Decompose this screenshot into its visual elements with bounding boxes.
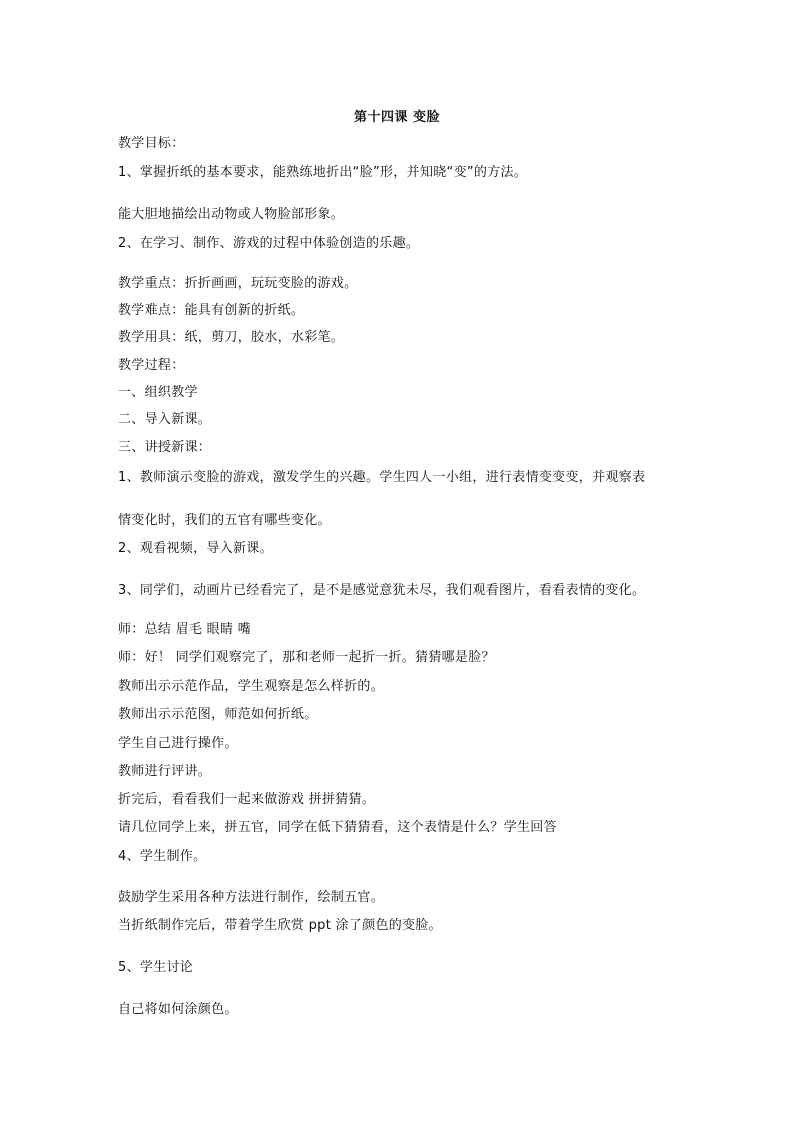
text-line: 教师出示示范作品，学生观察是怎么样折的。	[118, 679, 385, 694]
text-line: 学生自己进行操作。	[118, 736, 238, 751]
text-line: 教学过程：	[118, 358, 185, 373]
text-line: 一、组织教学	[118, 385, 198, 400]
text-line: 1、教师演示变脸的游戏，激发学生的兴趣。学生四人一小组，进行表情变变变，并观察表	[118, 470, 646, 485]
text-line: 教学重点：折折画画，玩玩变脸的游戏。	[118, 276, 358, 291]
text-line: 2、观看视频，导入新课。	[118, 541, 273, 556]
text-line: 三、讲授新课：	[118, 440, 212, 455]
text-line: 自己将如何涂颜色。	[118, 1002, 238, 1017]
text-line: 能大胆地描绘出动物或人物脸部形象。	[118, 207, 345, 222]
text-line: 请几位同学上来，拼五官，同学在低下猜猜看，这个表情是什么？学生回答	[118, 820, 557, 835]
text-line: 4、学生制作。	[118, 849, 207, 864]
text-line: 情变化时，我们的五官有哪些变化。	[118, 513, 331, 528]
text-line: 当折纸制作完后，带着学生欣赏 ppt 涂了颜色的变脸。	[118, 918, 442, 933]
text-line: 5、学生讨论	[118, 960, 194, 975]
text-line: 师：总结 眉毛 眼睛 嘴	[118, 622, 251, 637]
text-line: 2、在学习、制作、游戏的过程中体验创造的乐趣。	[118, 236, 420, 251]
text-line: 3、同学们，动画片已经看完了，是不是感觉意犹未尽，我们观看图片，看看表情的变化。	[118, 583, 646, 598]
document-title: 第十四课 变脸	[353, 110, 441, 125]
text-line: 教师进行评讲。	[118, 764, 212, 779]
text-line: 1、掌握折纸的基本要求，能熟练地折出“脸”形，并知晓“变”的方法。	[118, 165, 528, 180]
text-line: 二、导入新课。	[118, 412, 212, 427]
text-line: 鼓励学生采用各种方法进行制作，绘制五官。	[118, 890, 385, 905]
text-line: 教师出示示范图，师范如何折纸。	[118, 707, 318, 722]
text-line: 折完后，看看我们一起来做游戏 拼拼猜猜。	[118, 792, 376, 807]
text-line: 师：好！ 同学们观察完了，那和老师一起折一折。猜猜哪是脸？	[118, 650, 495, 665]
text-line: 教学难点：能具有创新的折纸。	[118, 303, 305, 318]
text-line: 教学用具：纸，剪刀，胶水，水彩笔。	[118, 330, 345, 345]
text-line: 教学目标：	[118, 136, 185, 151]
